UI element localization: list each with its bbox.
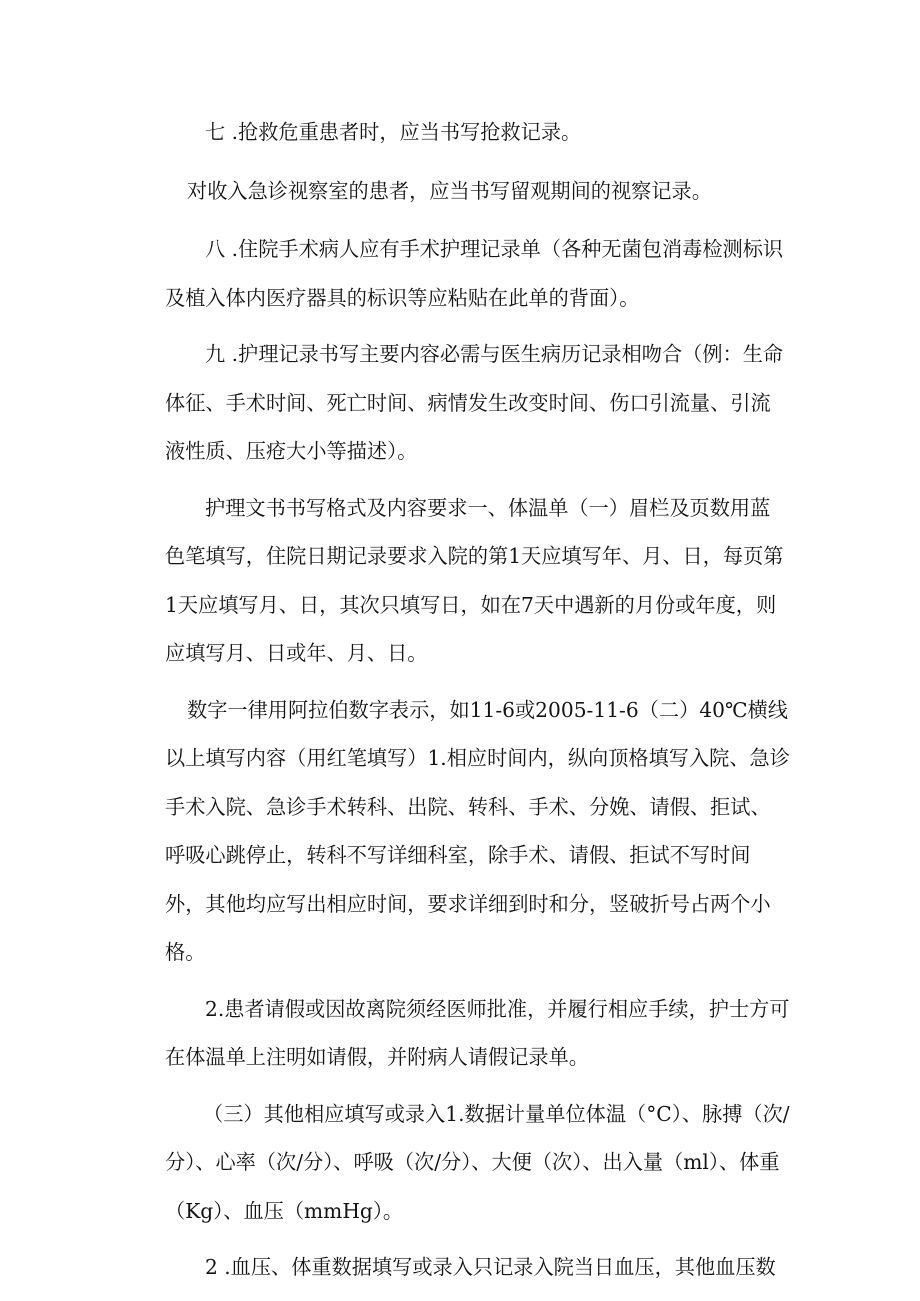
- paragraph-arabic-numerals: 数字一律用阿拉伯数字表示，如11-6或2005-11-6（二）40℃横线以上填写内容（用红笔填写）1.相应时间内，纵向顶格填写入院、急诊手术入院、急诊手术转科、出院、转科、手术、分娩、请假、拒试、呼吸心跳停止，转科不写详细科室，除手术、请假、拒试不写时间外，其他均应写出相应时间，要求详细到时和分，竖破折号占两个小格。: [165, 697, 790, 964]
- document-body: [165, 108, 790, 1292]
- paragraph-nursing-record-content: 九 .护理记录书写主要内容必需与医生病历记录相吻合（例：生命体征、手术时间、死亡时间、病情发生改变时间、伤口引流量、引流液性质、压疮大小等描述）。: [165, 342, 784, 463]
- paragraph-blood-pressure-weight: 2 .血压、体重数据填写或录入只记录入院当日血压，其他血压数: [205, 1255, 776, 1279]
- paragraph-observation-record: 对收入急诊视察室的患者，应当书写留观期间的视察记录。: [187, 178, 712, 203]
- paragraph-measurement-units: （三）其他相应填写或录入1.数据计量单位体温（°C）、脉搏（次/分）、心率（次/分）、呼吸（次/分）、大便（次）、出入量（ml）、体重（Kg）、血压（mmHg）。: [165, 1101, 790, 1223]
- paragraph-rescue-record: 七 .抢救危重患者时，应当书写抢救记录。: [205, 120, 582, 144]
- paragraph-patient-leave: 2.患者请假或因故离院须经医师批准，并履行相应手续，护士方可在体温单上注明如请假，并附病人请假记录单。: [165, 996, 790, 1069]
- paragraph-temperature-chart-header: 护理文书书写格式及内容要求一、体温单（一）眉栏及页数用蓝色笔填写，住院日期记录要求入院的第1天应填写年、月、日，每页第1天应填写月、日，其次只填写日，如在7天中遇新的月份或年度，则应填写月、日或年、月、日。: [165, 495, 784, 665]
- paragraph-surgery-nursing-record: 八 .住院手术病人应有手术护理记录单（各种无菌包消毒检测标识及植入体内医疗器具的标识等应粘贴在此单的背面）。: [165, 237, 784, 310]
